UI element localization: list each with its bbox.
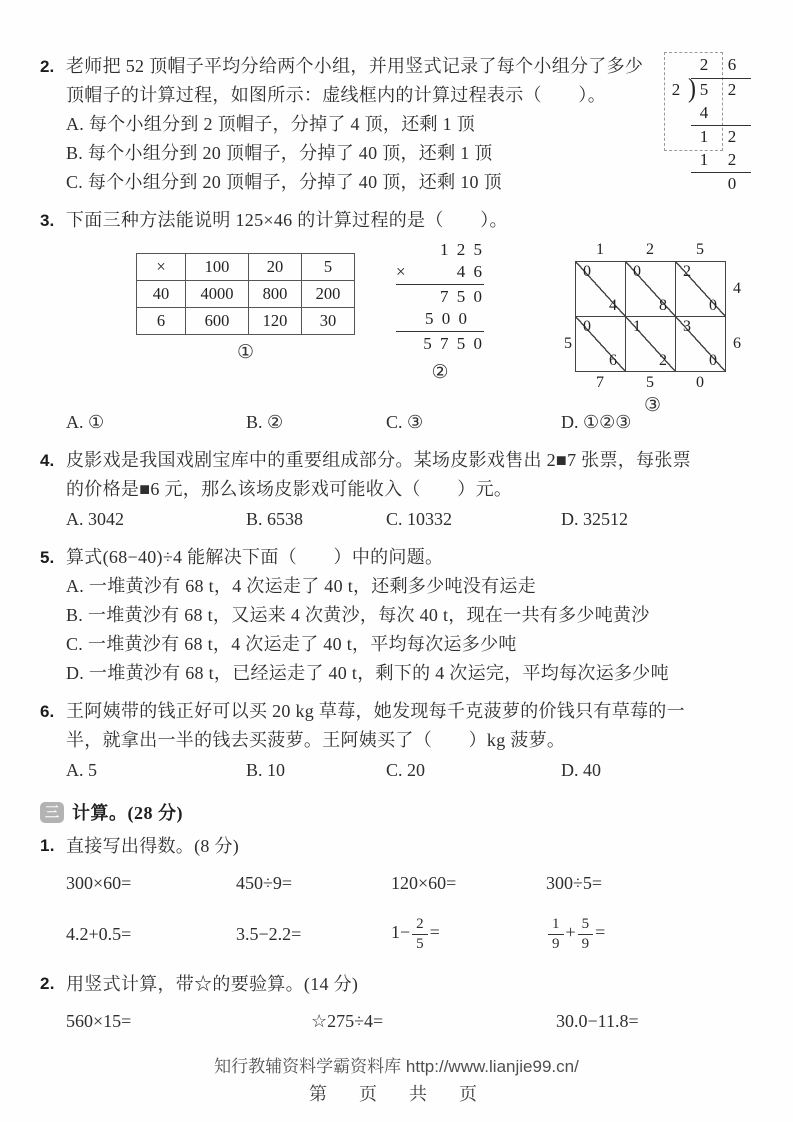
question-3-option-d: D. ①②③ <box>561 412 632 432</box>
question-4-option-c: C. 10332 <box>386 509 453 529</box>
lattice-top-digit: 1 <box>596 241 604 258</box>
question-5 <box>40 543 769 688</box>
lattice-cell <box>626 262 676 317</box>
expression: 120×60= <box>391 873 457 893</box>
section-number-icon: 三 <box>40 802 64 823</box>
table-row <box>137 308 355 335</box>
cell-lower-digit: 4 <box>609 297 617 314</box>
question-6-number: 6. <box>40 702 55 721</box>
question-6-option-d: D. 40 <box>561 760 601 780</box>
mental-math-row-1 <box>40 867 769 899</box>
question-2 <box>40 52 769 197</box>
question-3-option-a: A. ① <box>66 412 105 432</box>
method-3-lattice-figure <box>561 239 744 416</box>
cell-lower-digit: 2 <box>659 352 667 369</box>
division-vinculum <box>691 78 751 79</box>
vm-partial-1: 7 5 0 <box>440 287 484 306</box>
question-5-option-d: D. 一堆黄沙有 68 t，已经运走了 40 t，剩下的 4 次运完，平均每次运多少吨 <box>66 663 669 683</box>
lattice-cell <box>676 317 726 372</box>
footer-page-line: 第 页 共 页 <box>309 1084 484 1104</box>
fraction-numerator: 1 <box>548 916 564 935</box>
question-5-option-b: B. 一堆黄沙有 68 t，又运来 4 次黄沙，每次 40 t，现在一共有多少吨黄沙 <box>66 605 650 625</box>
method-1-table-figure <box>136 253 355 363</box>
question-4-option-d: D. 32512 <box>561 509 628 529</box>
subsection-2-title: 用竖式计算，带☆的要验算。(14 分) <box>66 974 359 994</box>
division-rule-2 <box>691 172 751 173</box>
subsection-2-number: 2. <box>40 974 55 993</box>
table-cell: 40 <box>137 281 186 308</box>
cell-upper-digit: 0 <box>583 263 591 280</box>
expression: 4.2+0.5= <box>66 924 132 944</box>
question-2-option-b: B. 每个小组分到 20 顶帽子，分掉了 40 顶，还剩 1 顶 <box>66 143 493 163</box>
question-6-stem-line2: 半，就拿出一半的钱去买菠萝。王阿姨买了（ ）kg 菠萝。 <box>66 730 566 750</box>
fraction-numerator: 5 <box>578 916 594 935</box>
question-4-option-b: B. 6538 <box>246 509 304 529</box>
equals-sign: = <box>429 921 440 942</box>
question-2-number: 2. <box>40 57 55 76</box>
table-row <box>137 254 355 281</box>
division-work3-tens: 1 <box>699 150 709 169</box>
lattice-top-digit: 2 <box>646 241 654 258</box>
subsection-1-header <box>40 831 769 861</box>
division-rule-1 <box>691 125 751 126</box>
division-work3-ones: 2 <box>727 150 737 169</box>
question-3-stem: 下面三种方法能说明 125×46 的计算过程的是（ ）。 <box>66 210 508 230</box>
vm-multiplier-row <box>396 261 484 283</box>
table-cell: 120 <box>249 308 302 335</box>
question-4-number: 4. <box>40 451 55 470</box>
table-cell: 5 <box>302 254 355 281</box>
question-6 <box>40 697 769 785</box>
question-2-option-c: C. 每个小组分到 20 顶帽子，分掉了 40 顶，还剩 10 顶 <box>66 172 502 192</box>
division-quotient-tens: 2 <box>699 55 709 74</box>
table-cell: 4000 <box>186 281 249 308</box>
expression: 300×60= <box>66 873 132 893</box>
division-dividend-tens: 5 <box>699 80 709 99</box>
lattice-cell <box>676 262 726 317</box>
expression: 560×15= <box>66 1011 132 1031</box>
division-quotient-ones: 6 <box>727 55 737 74</box>
question-5-option-a: A. 一堆黄沙有 68 t，4 次运走了 40 t，还剩多少吨没有运走 <box>66 576 536 596</box>
subsection-1-number: 1. <box>40 836 55 855</box>
cell-upper-digit: 1 <box>633 318 641 335</box>
question-3-figures <box>66 239 769 416</box>
question-6-option-b: B. 10 <box>246 760 286 780</box>
expression: 300÷5= <box>546 873 603 893</box>
written-calc-row <box>40 1005 769 1037</box>
fraction-numerator: 2 <box>412 916 428 935</box>
lattice-left-digit: 5 <box>564 335 572 352</box>
equals-sign: = <box>595 921 606 942</box>
lattice-cell <box>626 317 676 372</box>
expression: 450÷9= <box>236 873 293 893</box>
vm-multiplicand: 1 2 5 <box>440 240 484 259</box>
table-cell: 800 <box>249 281 302 308</box>
multiply-sign: × <box>396 262 408 281</box>
division-work1: 4 <box>699 103 709 122</box>
fraction-denominator: 9 <box>552 935 560 952</box>
lattice-right-digit: 6 <box>733 335 741 352</box>
expression: 3.5−2.2= <box>236 924 302 944</box>
expression-prefix: 1− <box>391 921 411 942</box>
multiplication-table <box>136 253 355 335</box>
lattice-grid <box>575 261 726 372</box>
section-title: 计算。(28 分) <box>72 803 183 823</box>
cell-upper-digit: 0 <box>633 263 641 280</box>
question-5-number: 5. <box>40 548 55 567</box>
question-6-stem-line1: 王阿姨带的钱正好可以买 20 kg 草莓，她发现每千克菠萝的价钱只有草莓的一 <box>66 701 685 721</box>
table-cell: × <box>137 254 186 281</box>
fraction-denominator: 9 <box>581 935 590 952</box>
fraction <box>412 916 428 952</box>
question-4-options <box>66 504 769 534</box>
expression-with-star: ☆275÷4= <box>311 1011 384 1031</box>
method-2-vertical-figure <box>396 239 484 383</box>
mental-math-row-2 <box>40 908 769 960</box>
section-calculation-header <box>40 799 769 825</box>
table-cell: 200 <box>302 281 355 308</box>
question-6-option-a: A. 5 <box>66 760 97 780</box>
lattice-right-digit: 4 <box>733 280 741 297</box>
question-6-options <box>66 755 769 785</box>
vm-rule-1 <box>396 284 484 285</box>
expression-with-fractions <box>546 916 769 953</box>
vm-rule-2 <box>396 331 484 332</box>
cell-upper-digit: 2 <box>683 263 691 280</box>
question-4-option-a: A. 3042 <box>66 509 124 529</box>
expression-with-fraction <box>391 916 546 953</box>
lattice-left-labels <box>561 261 575 372</box>
question-3-option-c: C. ③ <box>386 412 424 432</box>
question-6-option-c: C. 20 <box>386 760 426 780</box>
footer-source-line: 知行教辅资料学霸资料库 http://www.lianjie99.cn/ <box>214 1057 579 1076</box>
lattice-cell <box>576 317 626 372</box>
vm-multiplier: 4 6 <box>456 262 484 281</box>
lattice-bottom-digit: 0 <box>696 374 704 391</box>
cell-lower-digit: 0 <box>709 352 717 369</box>
division-remainder: 0 <box>727 174 737 193</box>
figure-3-label: ③ <box>643 395 662 416</box>
vm-product: 5 7 5 0 <box>423 334 484 353</box>
question-3-number: 3. <box>40 211 55 230</box>
lattice-top-digit: 5 <box>696 241 704 258</box>
lattice-bottom-digit: 7 <box>596 374 604 391</box>
figure-1-label: ① <box>236 342 255 363</box>
division-work2-ones: 2 <box>727 127 737 146</box>
lattice-bottom-labels <box>575 372 744 394</box>
expression: 30.0−11.8= <box>556 1011 639 1031</box>
table-row <box>137 281 355 308</box>
subsection-2-header <box>40 969 769 999</box>
cell-lower-digit: 6 <box>609 352 617 369</box>
lattice-top-labels <box>575 239 744 261</box>
question-5-option-c: C. 一堆黄沙有 68 t，4 次运走了 40 t，平均每次运多少吨 <box>66 634 517 654</box>
fraction <box>578 916 594 952</box>
question-5-stem: 算式(68−40)÷4 能解决下面（ ）中的问题。 <box>66 547 444 567</box>
question-3-option-b: B. ② <box>246 412 284 432</box>
table-cell: 100 <box>186 254 249 281</box>
division-dividend-ones: 2 <box>727 80 737 99</box>
cell-upper-digit: 0 <box>583 318 591 335</box>
question-3 <box>40 206 769 437</box>
table-cell: 30 <box>302 308 355 335</box>
figure-2-label: ② <box>431 362 449 383</box>
table-cell: 600 <box>186 308 249 335</box>
division-bracket: ) <box>688 74 696 104</box>
vm-partial-2: 5 0 0 <box>425 309 469 328</box>
lattice-cell <box>576 262 626 317</box>
table-cell: 6 <box>137 308 186 335</box>
cell-lower-digit: 0 <box>709 297 717 314</box>
subsection-1-title: 直接写出得数。(8 分) <box>66 836 240 856</box>
division-work2-tens: 1 <box>699 127 709 146</box>
plus-sign: + <box>565 921 576 942</box>
vertical-multiplication <box>396 239 484 355</box>
fraction-denominator: 5 <box>416 935 424 952</box>
question-2-stem-line2: 顶帽子的计算过程，如图所示：虚线框内的计算过程表示（ ）。 <box>66 85 606 105</box>
long-division-figure <box>663 56 763 194</box>
cell-lower-digit: 8 <box>659 297 667 314</box>
fraction <box>548 916 564 952</box>
question-4 <box>40 446 769 534</box>
question-4-stem-line1: 皮影戏是我国戏剧宝库中的重要组成部分。某场皮影戏售出 2■7 张票，每张票 <box>66 450 691 470</box>
lattice-multiplication <box>561 239 744 394</box>
cell-upper-digit: 3 <box>683 318 691 335</box>
table-cell: 20 <box>249 254 302 281</box>
lattice-right-labels <box>730 261 744 372</box>
lattice-bottom-digit: 5 <box>646 374 654 391</box>
lattice-left-blank <box>561 261 575 316</box>
question-2-stem-line1: 老师把 52 顶帽子平均分给两个小组，并用竖式记录了每个小组分了多少 <box>66 56 644 76</box>
question-4-stem-line2: 的价格是■6 元，那么该场皮影戏可能收入（ ）元。 <box>66 479 513 499</box>
lattice-body <box>561 261 744 372</box>
question-2-option-a: A. 每个小组分到 2 顶帽子，分掉了 4 顶，还剩 1 顶 <box>66 114 475 134</box>
division-divisor: 2 <box>671 80 681 99</box>
